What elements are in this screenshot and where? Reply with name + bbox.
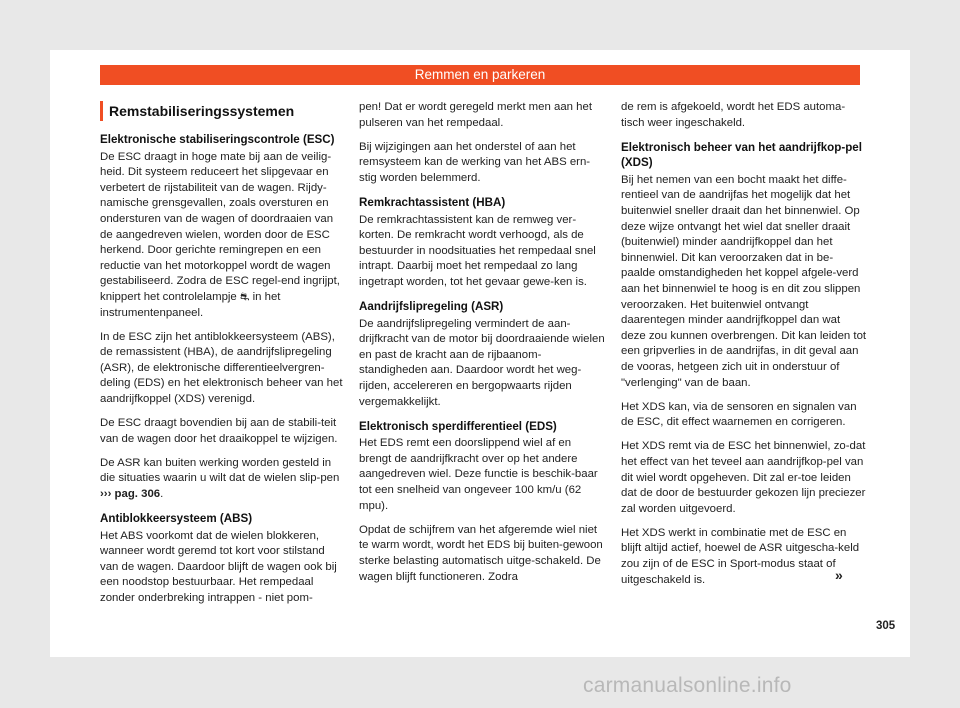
abs-heading: Antiblokkeersysteem (ABS): [100, 512, 253, 526]
chapter-header-bar: [100, 65, 860, 85]
column-3: [621, 100, 867, 597]
esc-warning-lamp-icon: ⛐: [239, 290, 250, 303]
abs-paragraph-2: pen! Dat er wordt geregeld merkt men aan het pulseren van het rempedaal.: [359, 101, 593, 129]
xds-paragraph-2: Het XDS kan, via de sensoren en signalen van de ESC, dit effect waarnemen en corrigeren.: [621, 400, 857, 429]
asr-heading: Aandrijfslipregeling (ASR): [359, 300, 504, 314]
abs-paragraph-1: Het ABS voorkomt dat de wielen blokkeren, wanneer wordt geremd tot kort voor stilstand van de wagen. Daardoor blijft de wagen ook bij een noodstop bestuurbaar. Het rempedaal zonder onderbreking intrappen - niet pom-: [100, 529, 337, 605]
eds-paragraph-3: de rem is afgekoeld, wordt het EDS automa-tisch weer ingeschakeld.: [621, 101, 846, 129]
esc-text-b: in het instrumentenpaneel.: [100, 290, 281, 319]
esc-paragraph-2: In de ESC zijn het antiblokkeersysteem (ABS), de remassistent (HBA), de aandrijfslipregeling (ASR), de elektronische differentieelvergren-deling (EDS) en het elektronisch beheer van het aandrijfkoppel (XDS) verenigd.: [100, 330, 343, 405]
section-title: Remstabiliseringssystemen: [100, 101, 294, 121]
hba-heading: Remkrachtassistent (HBA): [359, 195, 506, 209]
xds-paragraph-4: Het XDS werkt in combinatie met de ESC en blijft altijd actief, hoewel de ASR uitgescha-keld zou zijn of de ESC in Sport-modus staat of uitgeschakeld is.: [621, 526, 860, 586]
column-1: [100, 132, 346, 615]
abs-paragraph-3: Bij wijzigingen aan het onderstel of aan het remsysteem kan de werking van het ABS ern-stig worden belemmerd.: [359, 140, 591, 184]
eds-heading: Elektronisch sperdifferentieel (EDS): [359, 419, 557, 433]
hba-paragraph: De remkrachtassistent kan de remweg ver-korten. De remkracht wordt verhoogd, als de bestuurder in noodsituaties het rempedaal snel intrapt. Daarbij moet het rempedaal zo lang ingetrapt worden, tot het gevaar gewe-ken is.: [359, 213, 596, 288]
eds-paragraph-1: Het EDS remt een doorslippend wiel af en brengt de aandrijfkracht over op het andere aangedreven wiel. Deze functie is beschik-baar tot een snelheid van ongeveer 100 km/u (62 mpu).: [359, 437, 598, 512]
xds-paragraph-1: Bij het nemen van een bocht maakt het diffe-rentieel van de aandrijfas het mogelijk dat het buitenwiel sneller draait dan het binnenwiel. Op deze wijze ontvangt het wiel dat sneller draait (buitenwiel) minder aandrijfkoppel dan het binnenwiel. Dit kan veroorzaken dat in be-paalde omstandigheden het koppel afgele-verd aan het binnenwiel te hoog is en dit zou slippen veroorzaken. Het buitenwiel ontvangt daarentegen minder aandrijfkoppel dan wat deze zou kunnen overbrengen. Dit kan leiden tot een gripverlies in de aandrijfas, in dit geval aan de vooras, hetgeen zich uit in onderstuur of "verlenging" van de baan.: [621, 173, 867, 389]
column-2: [359, 100, 605, 594]
eds-paragraph-2: Opdat de schijfrem van het afgeremde wiel niet te warm wordt, wordt het EDS bij buiten-gewoon sterke belasting automatisch uitge-schakeld. De wagen blijft functioneren. Zodra: [359, 523, 603, 583]
asr-paragraph: De aandrijfslipregeling vermindert de aan-drijfkracht van de motor bij doordraaiende wielen en past de kracht aan de rijbaanom-standigheden aan. Daardoor wordt het weg-rijden, accelereren en bergopwaarts rijden vergemakkelijkt.: [359, 317, 605, 408]
esc-paragraph-3: De ESC draagt bovendien bij aan de stabili-teit van de wagen door het draaikoppel te wijzigen.: [100, 417, 338, 445]
page-number: 305: [876, 620, 896, 632]
page-reference-link[interactable]: ››› pag. 306: [100, 487, 161, 500]
esc-paragraph-4: [100, 456, 346, 503]
xds-heading: Elektronisch beheer van het aandrijfkop-pel (XDS): [621, 140, 862, 170]
esc-text-a: De ESC draagt in hoge mate bij aan de veilig-heid. Dit systeem reduceert het slipgevaar en verbetert de rijstabiliteit van de wagen. Rijdy-namische grensgevallen, zoals oversturen en ondersturen van de wagen of doordraaien van de aangedreven wielen, worden door de ESC herkend. Door gerichte remingrepen en een reductie van het motorkoppel wordt de wagen gestabiliseerd. Zodra de ESC regel-end ingrijpt, knippert het controlelampje: [100, 150, 340, 303]
continued-marker: »: [835, 567, 843, 583]
asr-text: De ASR kan buiten werking worden gesteld in die situaties waarin u wilt dat de wielen slip-pen: [100, 456, 340, 485]
watermark: carmanualsonline.info: [583, 674, 792, 697]
esc-heading: Elektronische stabiliseringscontrole (ESC): [100, 133, 335, 146]
asr-text-end: .: [160, 487, 164, 500]
xds-paragraph-3: Het XDS remt via de ESC het binnenwiel, zo-dat het effect van het teveel aan aandrijfkop-pel van dit wiel wordt opgeheven. Dit zal er-toe leiden dat de door de bestuurder gekozen lijn preciezer zal worden uitgevoerd.: [621, 440, 866, 515]
chapter-title: Remmen en parkeren: [414, 67, 546, 82]
manual-page: [50, 50, 910, 657]
esc-paragraph-1: [100, 150, 346, 322]
